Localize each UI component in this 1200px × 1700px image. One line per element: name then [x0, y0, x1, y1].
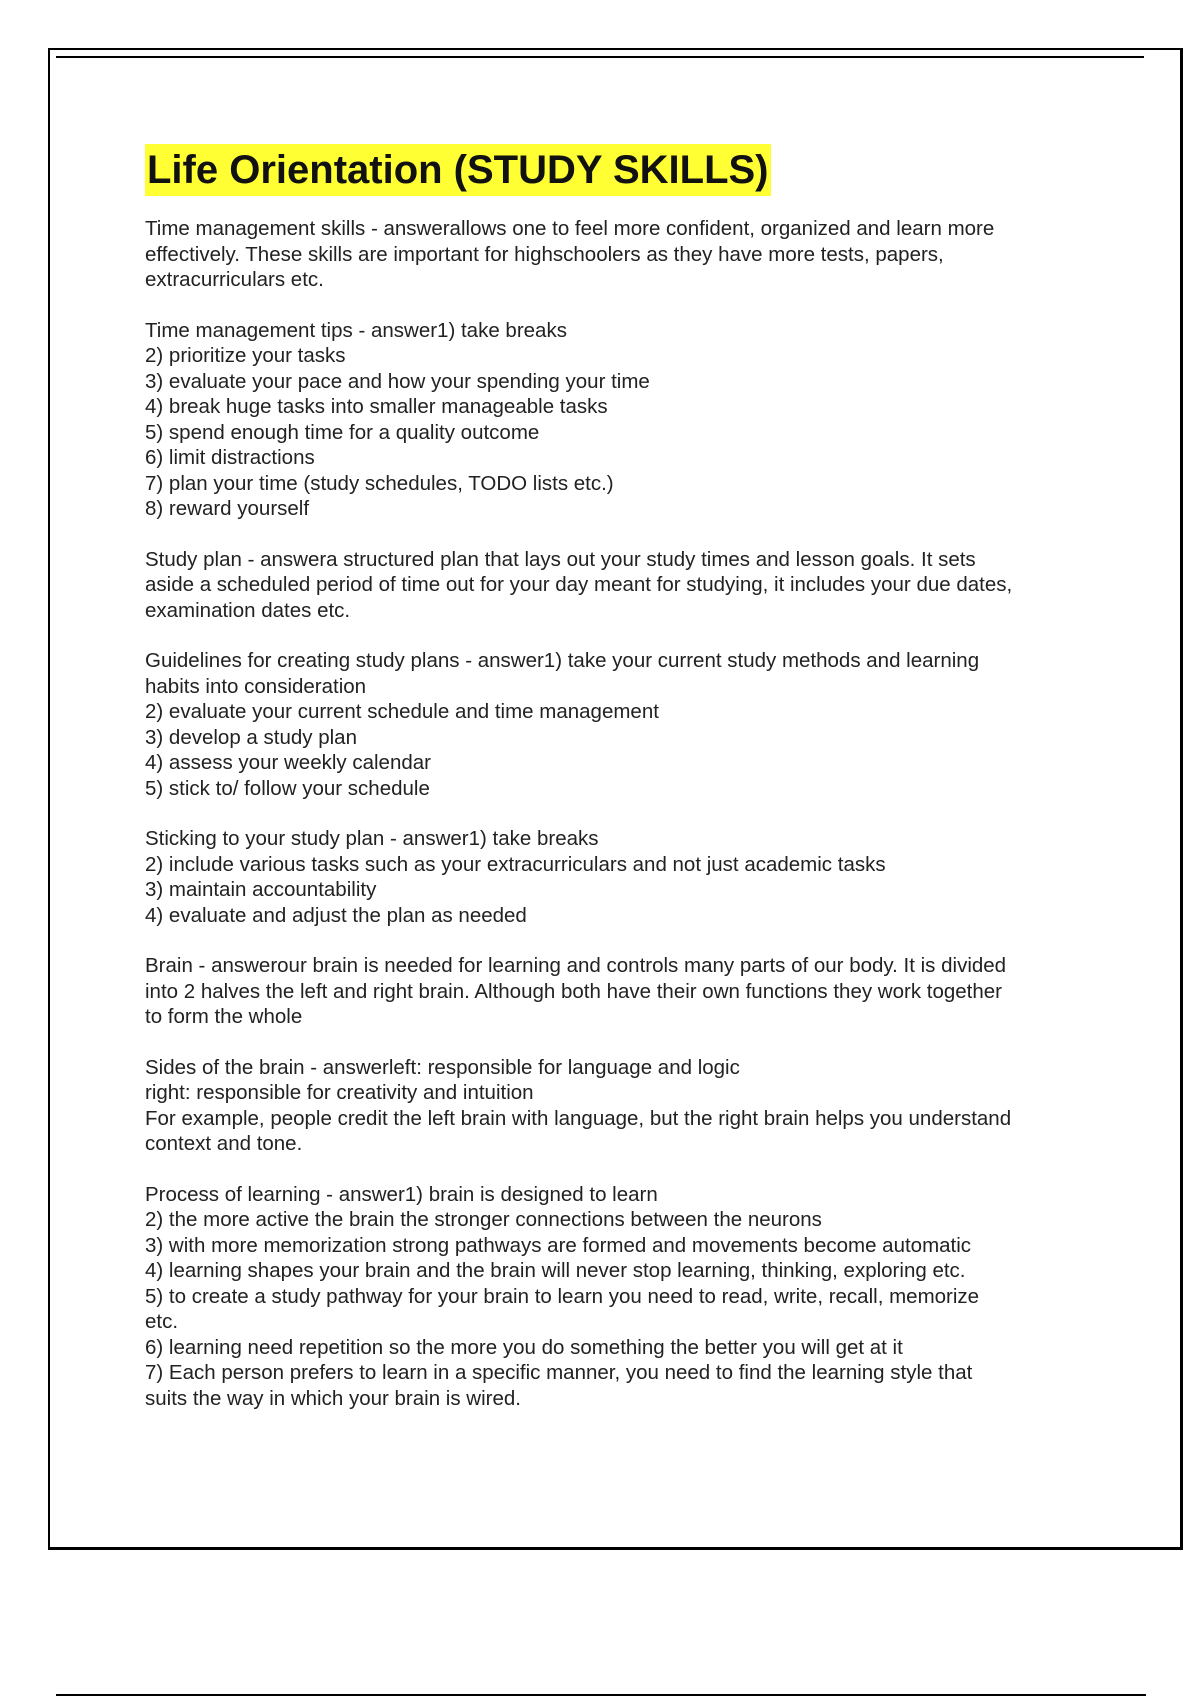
section-line: Time management tips - answer1) take breaks — [145, 318, 567, 342]
qa-section — [145, 648, 1095, 801]
section-line: 2) prioritize your tasks — [145, 344, 346, 367]
section-line: Study plan - answera structured plan that lays out your study times and lesson goals. It sets — [145, 547, 976, 571]
section-line: Guidelines for creating study plans - answer1) take your current study methods and learning — [145, 649, 980, 672]
section-line: 3) develop a study plan — [145, 725, 357, 749]
section-line: into 2 halves the left and right brain. Although both have their own functions they work together — [145, 979, 1002, 1003]
section-line: 6) learning need repetition so the more you do something the better you will get at it — [145, 1335, 903, 1359]
section-line: 4) assess your weekly calendar — [145, 751, 431, 774]
qa-section — [145, 216, 1095, 293]
section-line: effectively. These skills are important for highschoolers as they have more tests, papers, — [145, 242, 944, 266]
section-line: extracurriculars etc. — [145, 268, 324, 291]
section-line: Process of learning - answer1) brain is designed to learn — [145, 1182, 658, 1206]
section-line: 3) maintain accountability — [145, 878, 377, 901]
section-line: 4) learning shapes your brain and the brain will never stop learning, thinking, exploring etc. — [145, 1259, 966, 1282]
section-line: examination dates etc. — [145, 598, 351, 622]
section-line: Sides of the brain - answerleft: responsible for language and logic — [145, 1055, 740, 1079]
section-line: 3) evaluate your pace and how your spending your time — [145, 369, 650, 393]
section-line: 3) with more memorization strong pathways are formed and movements become automatic — [145, 1233, 972, 1257]
section-line: 5) stick to/ follow your schedule — [145, 776, 430, 800]
section-line: to form the whole — [145, 1005, 303, 1028]
section-line: right: responsible for creativity and intuition — [145, 1081, 534, 1104]
section-line: 4) evaluate and adjust the plan as needed — [145, 903, 527, 927]
section-line: Sticking to your study plan - answer1) take breaks — [145, 827, 599, 850]
section-line: 6) limit distractions — [145, 446, 315, 469]
section-line: etc. — [145, 1310, 179, 1333]
qa-section — [145, 1182, 1095, 1412]
section-line: 4) break huge tasks into smaller manageable tasks — [145, 395, 608, 418]
qa-section — [145, 1055, 1095, 1157]
section-line: 2) the more active the brain the stronger connections between the neurons — [145, 1208, 822, 1231]
section-line: For example, people credit the left brain with language, but the right brain helps you understand — [145, 1106, 1012, 1130]
section-line: Brain - answerour brain is needed for learning and controls many parts of our body. It is divided — [145, 954, 1007, 977]
section-line: 7) Each person prefers to learn in a specific manner, you need to find the learning style that — [145, 1361, 973, 1384]
qa-section — [145, 318, 1095, 522]
section-line: context and tone. — [145, 1132, 303, 1155]
section-line: 2) include various tasks such as your extracurriculars and not just academic tasks — [145, 852, 886, 876]
qa-section — [145, 547, 1095, 624]
document-title: Life Orientation (STUDY SKILLS) — [145, 144, 771, 196]
section-line: habits into consideration — [145, 674, 367, 698]
section-line: 2) evaluate your current schedule and time management — [145, 700, 659, 723]
section-line: 5) spend enough time for a quality outcome — [145, 420, 540, 444]
section-line: Time management skills - answerallows one to feel more confident, organized and learn more — [145, 217, 995, 240]
qa-section — [145, 953, 1095, 1030]
section-line: aside a scheduled period of time out for your day meant for studying, it includes your due dates, — [145, 573, 1013, 596]
document-body — [145, 144, 1095, 1436]
section-line: 8) reward yourself — [145, 497, 310, 520]
section-line: 7) plan your time (study schedules, TODO lists etc.) — [145, 471, 614, 495]
section-line: suits the way in which your brain is wired. — [145, 1386, 521, 1410]
section-line: 5) to create a study pathway for your brain to learn you need to read, write, recall, memorize — [145, 1284, 980, 1308]
sections-container — [145, 216, 1095, 1411]
top-rule — [56, 56, 1144, 58]
qa-section — [145, 826, 1095, 928]
bottom-rule — [56, 1694, 1146, 1696]
